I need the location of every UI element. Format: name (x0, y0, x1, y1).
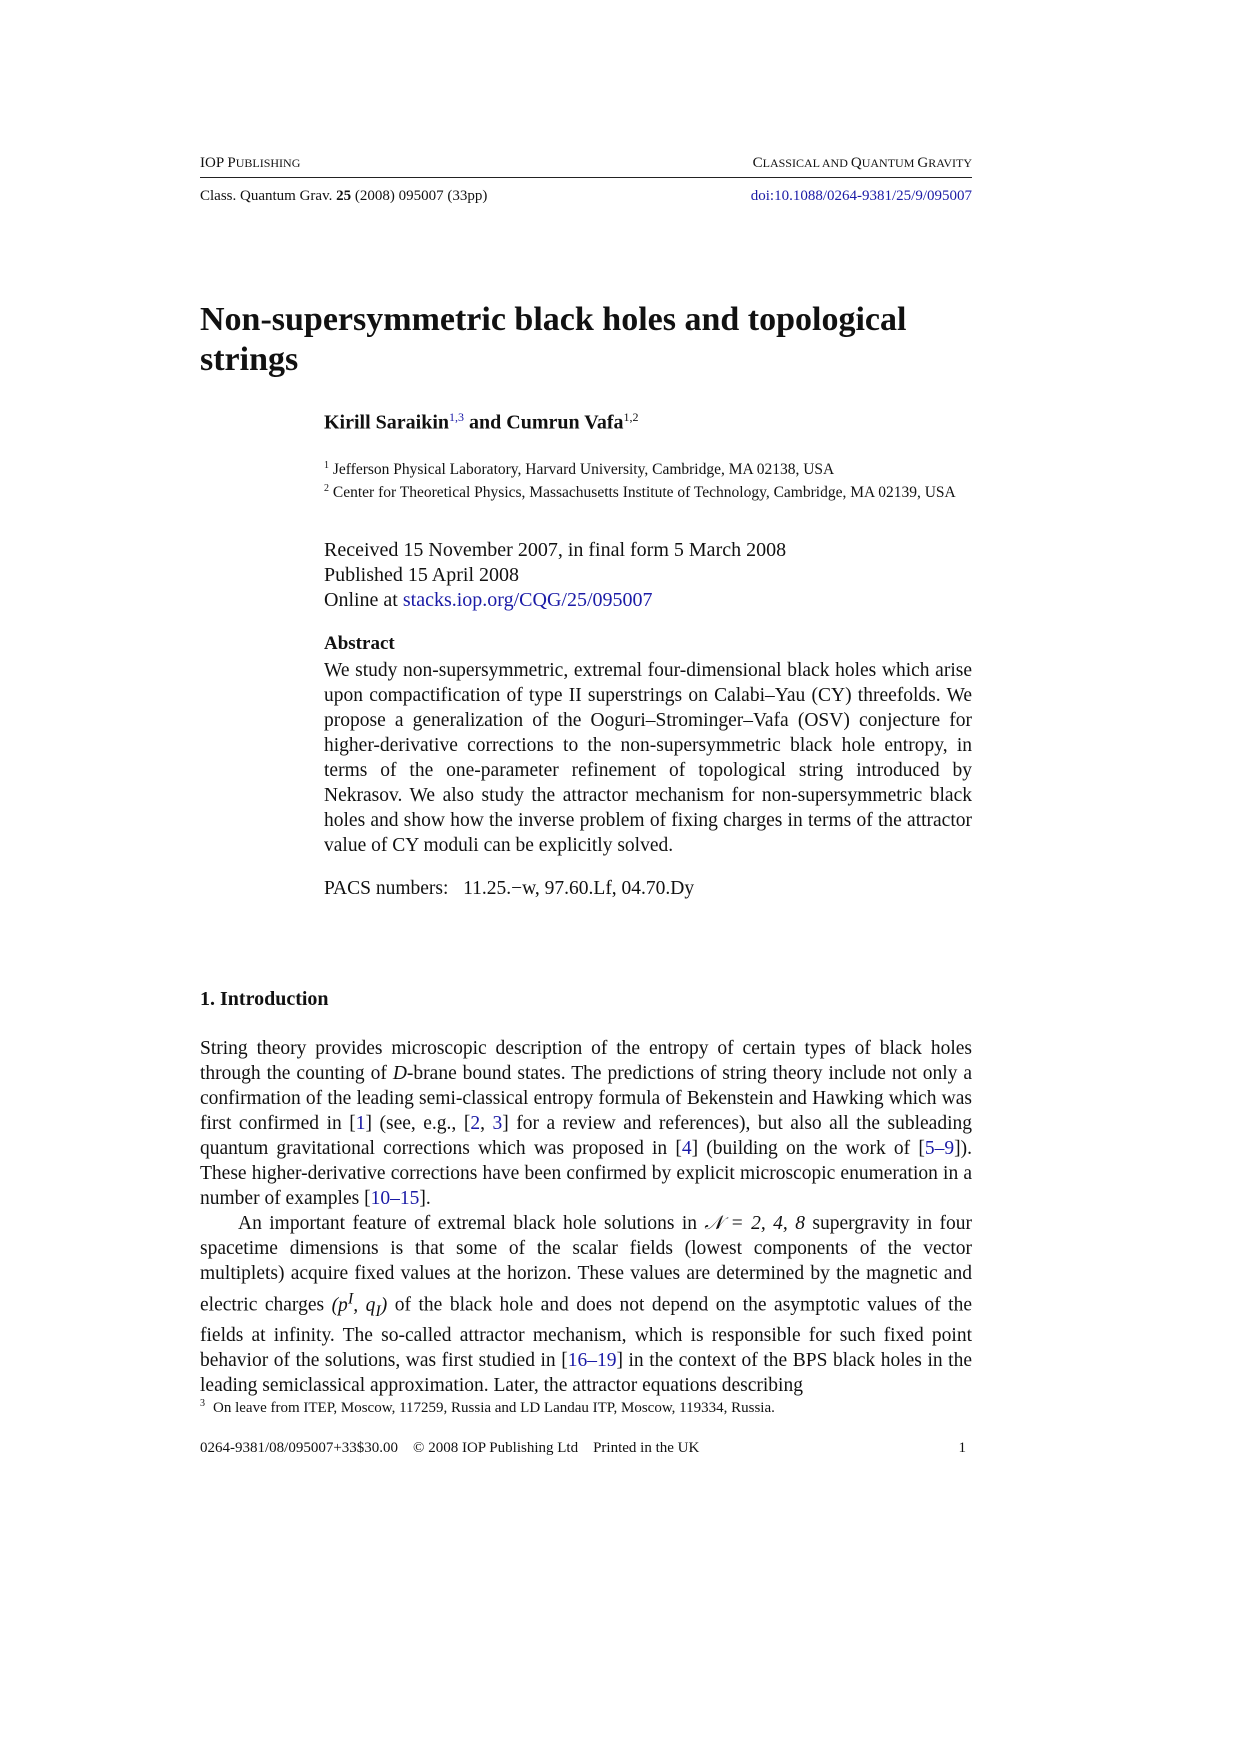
footnote: $^3$ On leave from ITEP, Moscow, 117259, Russia and LD Landau ITP, Moscow, 119334, Russia. (200, 1398, 775, 1416)
journal-name: CLASSICAL AND QUANTUM GRAVITY (752, 155, 972, 171)
publication-dates: Received 15 November 2007, in final form 5 March 2008 Published 15 April 2008 Online at stacks.iop.org/CQG/25/095007 (324, 539, 787, 611)
section-body (200, 1036, 972, 1398)
author1-affiliation-link[interactable]: 1,3 (449, 410, 465, 424)
page-footer: 0264-9381/08/095007+33$30.00 © 2008 IOP Publishing Ltd Printed in the UK 1 (200, 1440, 966, 1456)
page-number: 1 (958, 1440, 966, 1456)
doi-link[interactable]: doi:10.1088/0264-9381/25/9/095007 (750, 188, 972, 204)
ref-link[interactable]: 10–15 (370, 1188, 420, 1209)
header-rule (200, 177, 972, 178)
citation: Class. Quantum Grav. 25 (2008) 095007 (33pp) (200, 188, 488, 204)
ref-link[interactable]: 2 (470, 1113, 481, 1134)
paragraph: String theory provides microscopic description of the entropy of certain types of black holes through the counting of D-brane bound states. The predictions of string theory include not only a confirmation of the leading semi-classical entropy formula of Bekenstein and Hawking which was first confirmed in [1] (see, e.g., [2, 3] for a review and references), but also all the subleading quantum gravitational corrections which was proposed in [4] (building on the work of [5–9]). These higher-derivative corrections have been confirmed by explicit microscopic enumeration in a number of examples [10–15]. (200, 1038, 973, 1209)
affiliations: $^1$ Jefferson Physical Laboratory, Harvard University, Cambridge, MA 02138, USA $^2$ Center for Theoretical Physics, Massachusetts Institute of Technology, Cambridge, MA 02139, USA (324, 460, 956, 502)
paragraph: An important feature of extremal black hole solutions in 𝒩 = 2, 4, 8 supergravity in four spacetime dimensions is that some of the scalar fields (lowest components of the vector multiplets) acquire fixed values at the horizon. These values are determined by the magnetic and electric charges ($p^I$, $q_I$) of the black hole and does not depend on the asymptotic values of the fields at infinity. The so-called attractor mechanism, which is responsible for such fixed point behavior of the solutions, was first studied in [16–19] in the context of the BPS black holes in the leading semiclassical approximation. Later, the attractor equations describing (200, 1213, 972, 1397)
authors: Kirill Saraikin$^{1,3}$ and Cumrun Vafa$^{1,2}$ (324, 410, 639, 434)
pacs-numbers: PACS numbers: 11.25.−w, 97.60.Lf, 04.70.Dy (324, 878, 695, 899)
page-title: Non-supersymmetric black holes and topological strings (200, 301, 907, 378)
section-heading: 1. Introduction (200, 988, 329, 1010)
ref-link[interactable]: 1 (355, 1113, 366, 1134)
ref-link[interactable]: 16–19 (567, 1350, 617, 1372)
publisher-label: IOP PUBLISHING (200, 155, 301, 171)
online-link[interactable]: stacks.iop.org/CQG/25/095007 (402, 589, 653, 611)
abstract-heading: Abstract (324, 633, 395, 654)
abstract-text: We study non-supersymmetric, extremal four-dimensional black holes which arise upon compactification of type II superstrings on Calabi–Yau (CY) threefolds. We propose a generalization of the Ooguri–Strominger–Vafa (OSV) conjecture for higher-derivative corrections to the non-supersymmetric black hole entropy, in terms of the one-parameter refinement of topological string introduced by Nekrasov. We also study the attractor mechanism for non-supersymmetric black holes and show how the inverse problem of fixing charges in terms of the attractor value of CY moduli can be explicitly solved. (324, 660, 972, 856)
ref-link[interactable]: 3 (492, 1113, 503, 1134)
ref-link[interactable]: 5–9 (924, 1138, 955, 1159)
ref-link[interactable]: 4 (681, 1138, 692, 1159)
